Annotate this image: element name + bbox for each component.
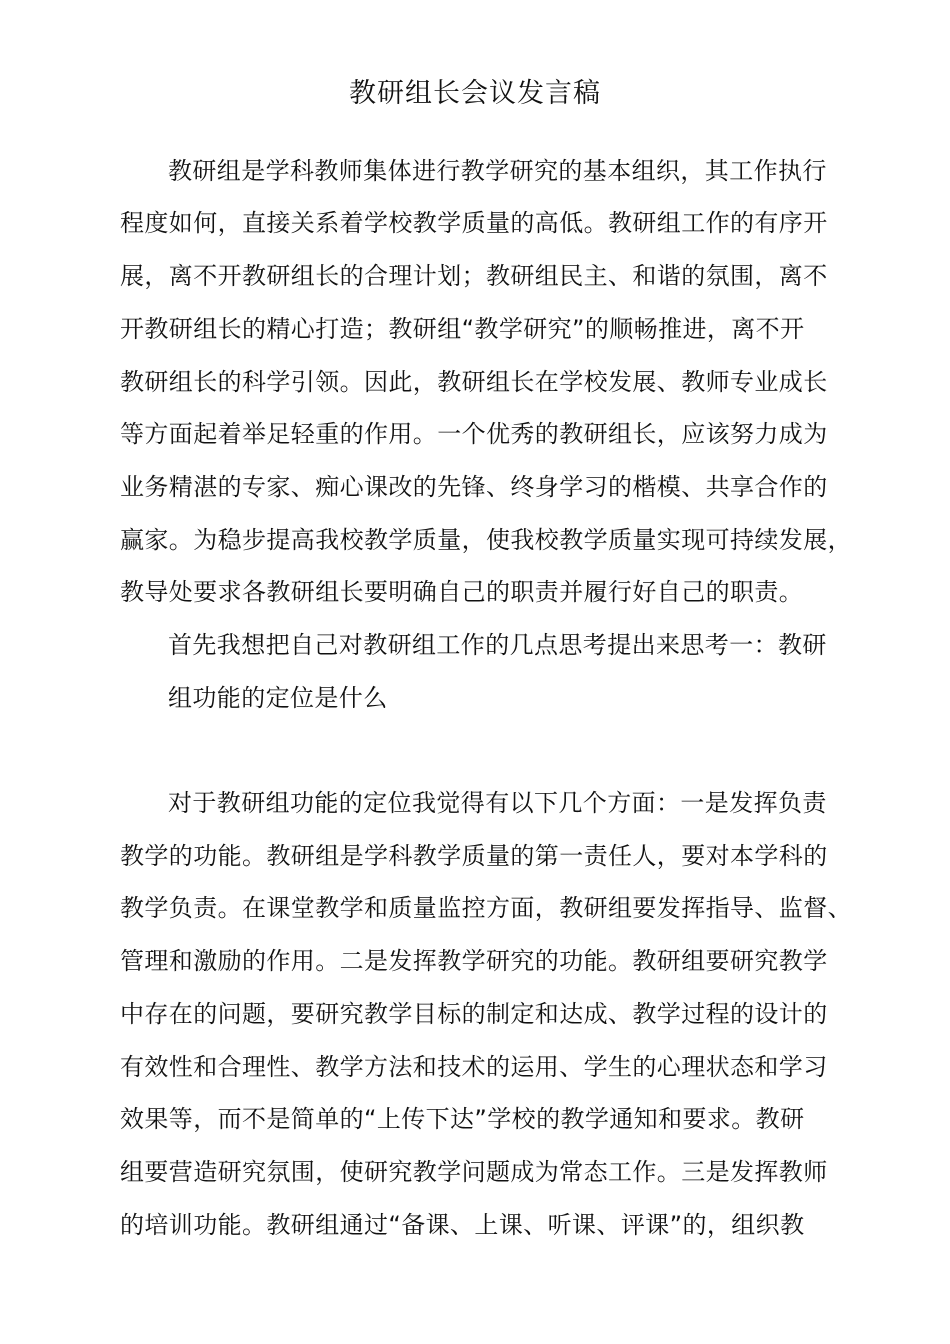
paragraph-line: 效果等，而不是简单的“上传下达”学校的教学通知和要求。教研 xyxy=(120,1105,805,1133)
paragraph-line: 教研组长的科学引领。因此，教研组长在学校发展、教师专业成长 xyxy=(120,368,828,396)
paragraph-line: 的培训功能。教研组通过“备课、上课、听课、评课”的，组织教 xyxy=(120,1211,805,1239)
paragraph-line: 开教研组长的精心打造；教研组“教学研究”的顺畅推进，离不开 xyxy=(120,315,805,343)
paragraph-line: 展，离不开教研组长的合理计划；教研组民主、和谐的氛围，离不 xyxy=(120,262,828,290)
paragraph-line: 首先我想把自己对教研组工作的几点思考提出来思考一：教研 xyxy=(168,631,827,659)
paragraph-line: 管理和激励的作用。二是发挥教学研究的功能。教研组要研究教学 xyxy=(120,947,828,975)
paragraph-line: 组功能的定位是什么 xyxy=(168,684,388,712)
paragraph-line: 赢家。为稳步提高我校教学质量，使我校教学质量实现可持续发展， xyxy=(120,526,852,554)
paragraph-line: 中存在的问题，要研究教学目标的制定和达成、教学过程的设计的 xyxy=(120,1000,828,1028)
paragraph-line: 业务精湛的专家、痴心课改的先锋、终身学习的楷模、共享合作的 xyxy=(120,473,828,501)
paragraph-line: 对于教研组功能的定位我觉得有以下几个方面：一是发挥负责 xyxy=(168,789,827,817)
paragraph-line: 教学负责。在课堂教学和质量监控方面，教研组要发挥指导、监督、 xyxy=(120,894,852,922)
paragraph-line: 教研组是学科教师集体进行教学研究的基本组织，其工作执行 xyxy=(168,157,827,185)
document-title: 教研组长会议发言稿 xyxy=(349,78,601,109)
paragraph-line: 组要营造研究氛围，使研究教学问题成为常态工作。三是发挥教师 xyxy=(120,1158,828,1186)
paragraph-line: 程度如何，直接关系着学校教学质量的高低。教研组工作的有序开 xyxy=(120,209,828,237)
paragraph-line: 有效性和合理性、教学方法和技术的运用、学生的心理状态和学习 xyxy=(120,1053,828,1081)
paragraph-line: 等方面起着举足轻重的作用。一个优秀的教研组长，应该努力成为 xyxy=(120,420,828,448)
paragraph-line: 教学的功能。教研组是学科教学质量的第一责任人，要对本学科的 xyxy=(120,842,828,870)
paragraph-line: 教导处要求各教研组长要明确自己的职责并履行好自己的职责。 xyxy=(120,578,804,606)
